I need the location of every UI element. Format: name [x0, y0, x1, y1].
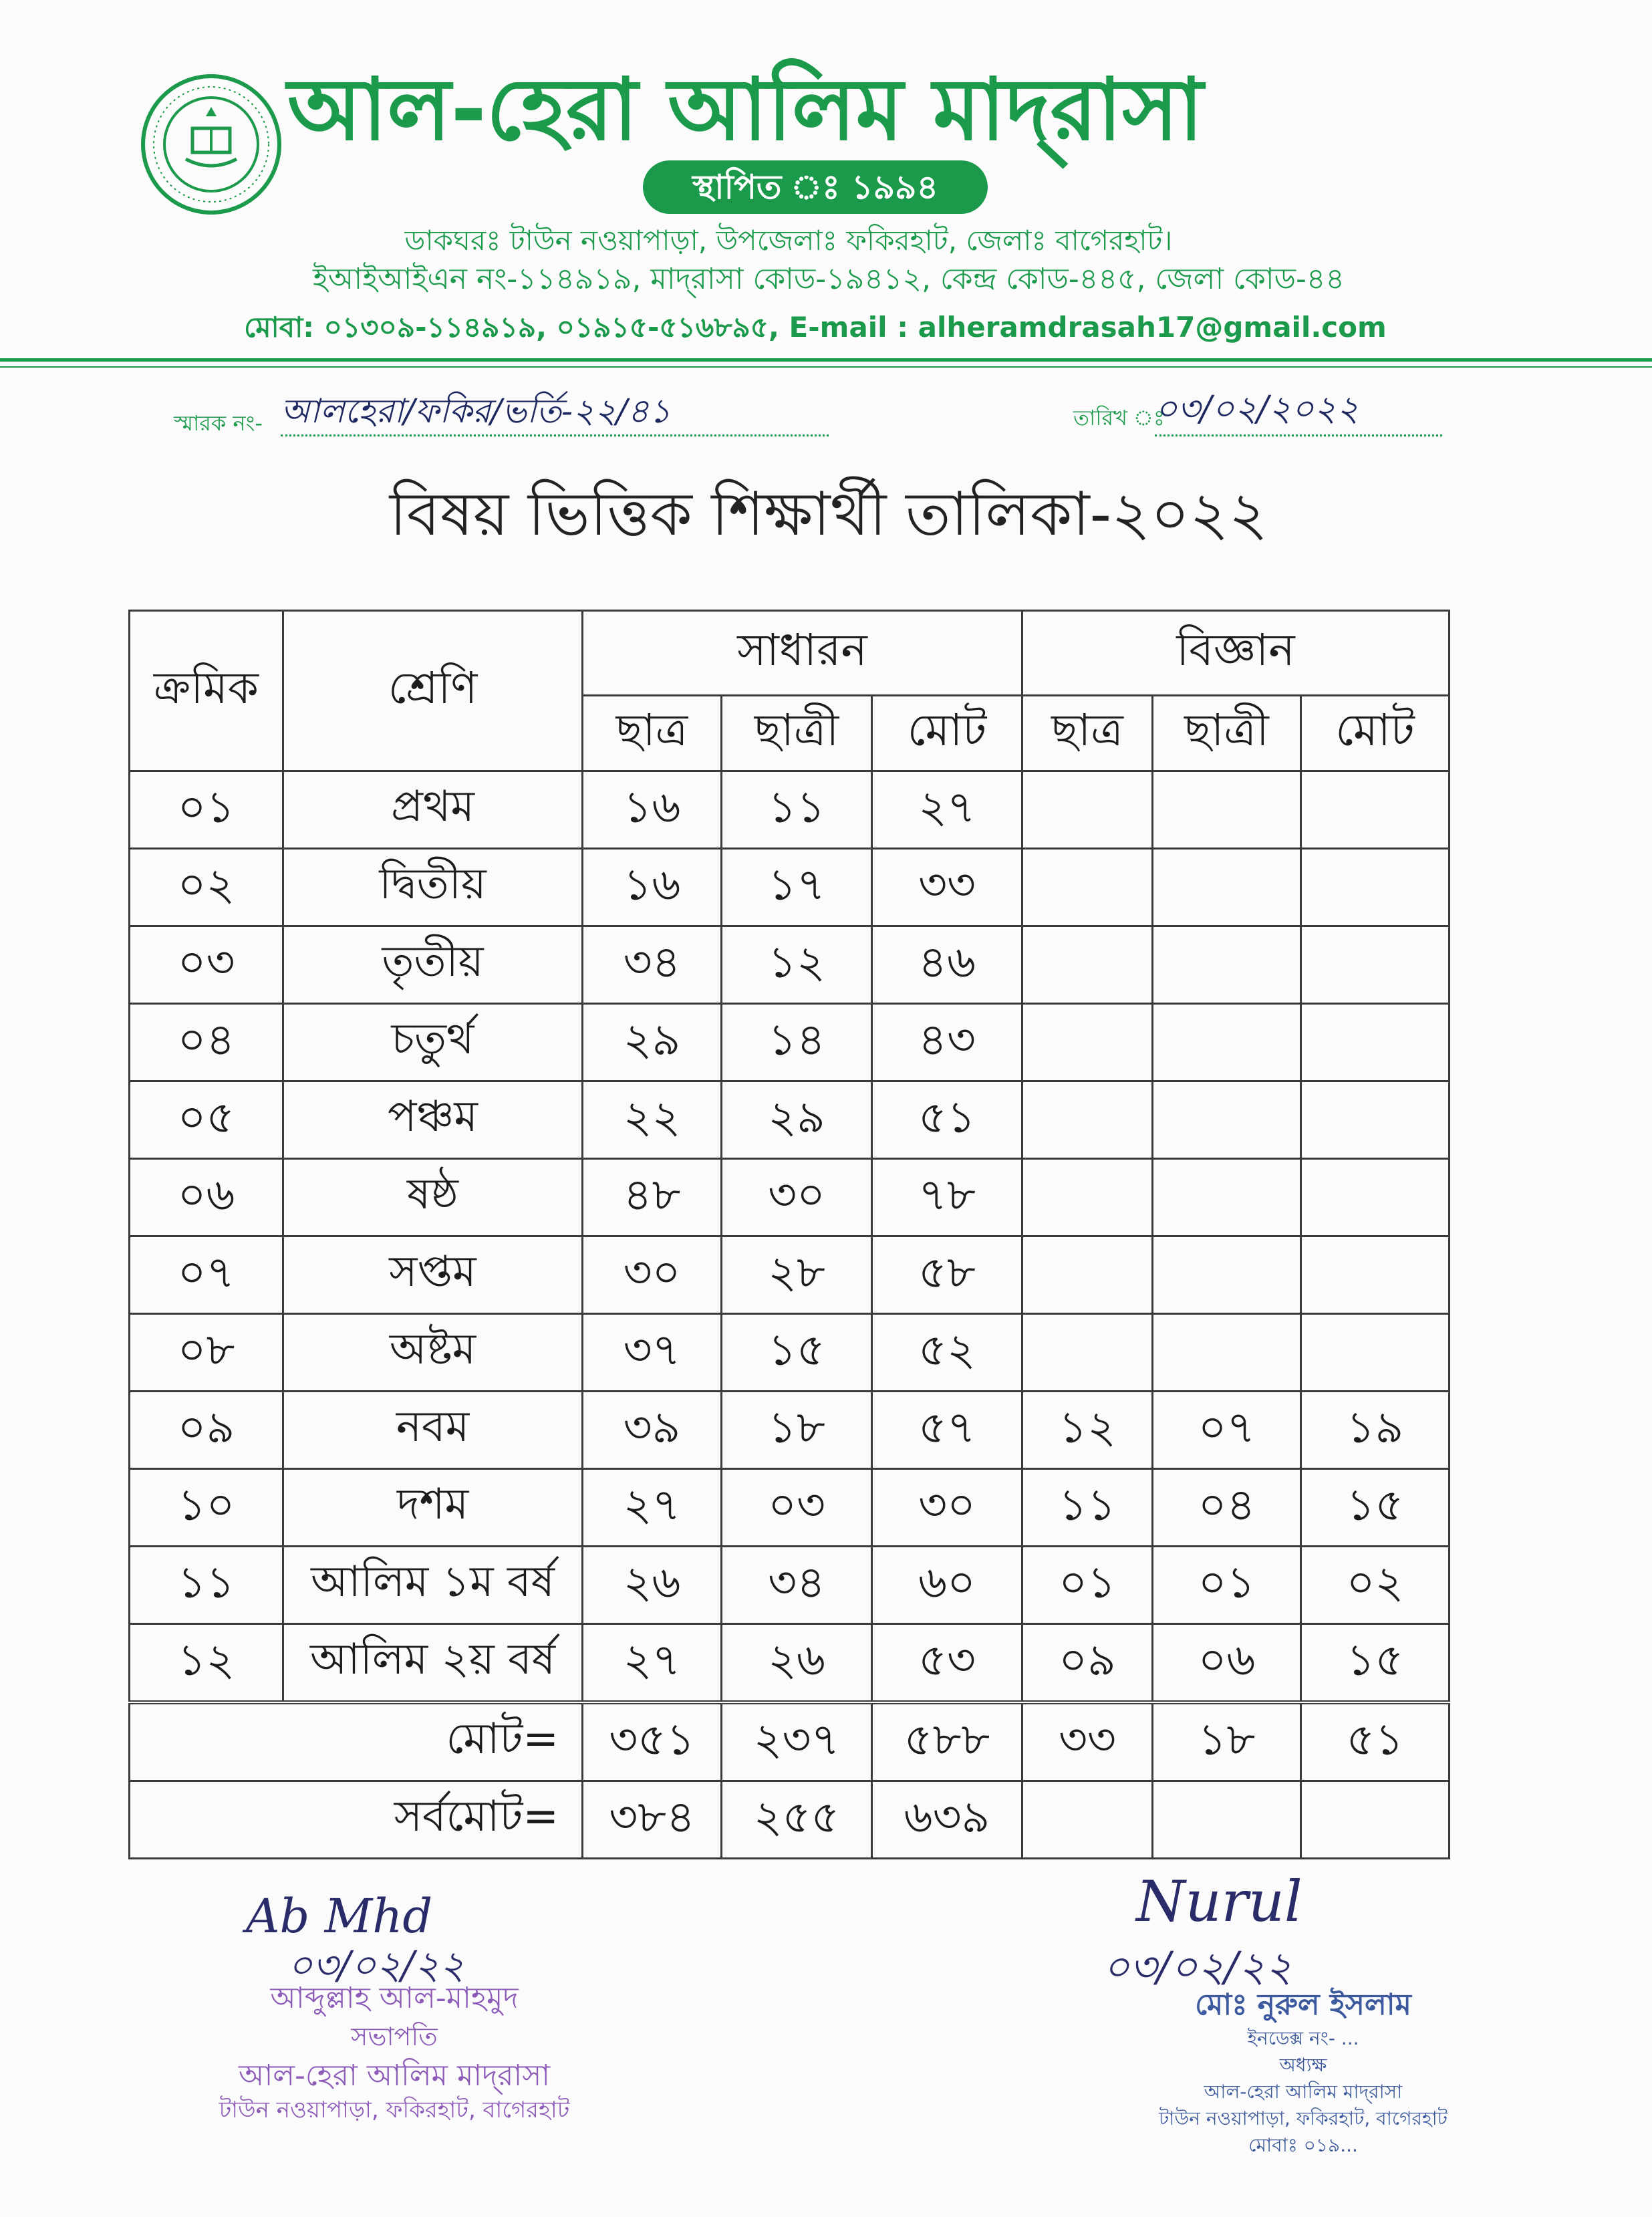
cell-serial: ০১ [130, 771, 283, 849]
cell-science-total: ১৫ [1301, 1469, 1450, 1547]
total-general-boys: ৩৫১ [583, 1702, 722, 1781]
grand-total-label: সর্বমোট= [130, 1781, 583, 1859]
total-science-girls: ১৮ [1153, 1702, 1301, 1781]
cell-science-boys: ১১ [1022, 1469, 1153, 1547]
cell-science-girls [1153, 1236, 1301, 1314]
total-general-girls: ২৩৭ [722, 1702, 872, 1781]
cell-general-girls: ২৯ [722, 1081, 872, 1159]
cell-general-girls: ১১ [722, 771, 872, 849]
cell-class: পঞ্চম [283, 1081, 583, 1159]
cell-general-total: ৫৩ [872, 1624, 1022, 1703]
cell-science-total: ১৯ [1301, 1392, 1450, 1469]
total-science-total: ৫১ [1301, 1702, 1450, 1781]
grand-total-empty [1301, 1781, 1450, 1859]
total-row [130, 1702, 1450, 1781]
table-row [130, 1081, 1450, 1159]
cell-serial: ১১ [130, 1547, 283, 1624]
table-row [130, 1159, 1450, 1236]
table-row [130, 1547, 1450, 1624]
cell-class: প্রথম [283, 771, 583, 849]
cell-serial: ০৪ [130, 1004, 283, 1081]
contact-line: মোবা: ০১৩০৯-১১৪৯১৯, ০১৯১৫-৫১৬৮৯৫, E-mail : alheramdrasah17@gmail.com [244, 311, 1387, 344]
cell-general-total: ৩৩ [872, 849, 1022, 926]
cell-class: ষষ্ঠ [283, 1159, 583, 1236]
cell-science-boys: ১২ [1022, 1392, 1153, 1469]
grand-total-empty [1022, 1781, 1153, 1859]
chairman-address-stamp: টাউন নওয়াপাড়া, ফকিরহাট, বাগেরহাট [219, 2097, 570, 2123]
principal-role-stamp: অধ্যক্ষ [1279, 2054, 1327, 2076]
cell-science-total [1301, 1314, 1450, 1392]
cell-science-total [1301, 1236, 1450, 1314]
cell-serial: ০৯ [130, 1392, 283, 1469]
cell-general-boys: ৩০ [583, 1236, 722, 1314]
grand-total-total: ৬৩৯ [872, 1781, 1022, 1859]
document-title: বিষয় ভিত্তিক শিক্ষার্থী তালিকা-২০২২ [389, 479, 1268, 549]
cell-general-boys: ৩৯ [583, 1392, 722, 1469]
cell-general-total: ৪৩ [872, 1004, 1022, 1081]
cell-general-boys: ৩৭ [583, 1314, 722, 1392]
cell-class: নবম [283, 1392, 583, 1469]
student-count-table [128, 610, 1450, 1859]
cell-general-total: ৫২ [872, 1314, 1022, 1392]
cell-science-girls: ০১ [1153, 1547, 1301, 1624]
principal-index-stamp: ইনডেক্স নং- ... [1247, 2027, 1359, 2049]
cell-class: চতুর্থ [283, 1004, 583, 1081]
established-badge: স্থাপিত ঃ ১৯৯৪ [643, 160, 988, 214]
cell-class: আলিম ১ম বর্ষ [283, 1547, 583, 1624]
principal-name-stamp: মোঃ নুরুল ইসলাম [1195, 1988, 1411, 2022]
cell-science-girls [1153, 1314, 1301, 1392]
cell-class: তৃতীয় [283, 926, 583, 1004]
principal-address-stamp: টাউন নওয়াপাড়া, ফকিরহাট, বাগেরহাট [1159, 2107, 1448, 2129]
grand-total-row [130, 1781, 1450, 1859]
grand-total-girls: ২৫৫ [722, 1781, 872, 1859]
table-row [130, 1392, 1450, 1469]
cell-science-girls [1153, 1004, 1301, 1081]
header-divider-thin [0, 366, 1652, 368]
cell-general-boys: ৪৮ [583, 1159, 722, 1236]
table-row [130, 1004, 1450, 1081]
cell-general-boys: ১৬ [583, 849, 722, 926]
cell-general-girls: ১৭ [722, 849, 872, 926]
table-row [130, 1314, 1450, 1392]
cell-science-girls [1153, 1081, 1301, 1159]
cell-general-total: ৫৭ [872, 1392, 1022, 1469]
cell-science-girls: ০৭ [1153, 1392, 1301, 1469]
table-row [130, 1469, 1450, 1547]
cell-science-boys [1022, 926, 1153, 1004]
principal-phone-stamp: মোবাঃ ০১৯... [1248, 2134, 1358, 2156]
cell-science-girls [1153, 771, 1301, 849]
cell-general-total: ৭৮ [872, 1159, 1022, 1236]
cell-general-girls: ৩৪ [722, 1547, 872, 1624]
cell-general-total: ২৭ [872, 771, 1022, 849]
principal-signature: Nurul [1136, 1869, 1302, 1934]
cell-general-boys: ৩৪ [583, 926, 722, 1004]
header-science-total: মোট [1301, 696, 1450, 771]
cell-general-girls: ৩০ [722, 1159, 872, 1236]
cell-general-total: ৪৬ [872, 926, 1022, 1004]
header-divider [0, 358, 1652, 362]
cell-science-boys [1022, 1314, 1153, 1392]
header-science-boys: ছাত্র [1022, 696, 1153, 771]
codes-line: ইআইআইএন নং-১১৪৯১৯, মাদ্‌রাসা কোড-১৯৪১২, কেন্দ্র কোড-৪৪৫, জেলা কোড-৪৪ [313, 262, 1345, 296]
cell-general-boys: ২৯ [583, 1004, 722, 1081]
cell-general-girls: ১২ [722, 926, 872, 1004]
cell-science-girls [1153, 1159, 1301, 1236]
cell-general-boys: ২২ [583, 1081, 722, 1159]
memo-number-handwritten: আলহেরা/ফকির/ভর্তি-২২/৪১ [281, 388, 829, 436]
cell-science-total [1301, 1081, 1450, 1159]
header-general-girls: ছাত্রী [722, 696, 872, 771]
header-class: শ্রেণি [283, 611, 583, 771]
cell-general-girls: ১৫ [722, 1314, 872, 1392]
cell-general-total: ৫৮ [872, 1236, 1022, 1314]
cell-class: দশম [283, 1469, 583, 1547]
cell-general-boys: ২৬ [583, 1547, 722, 1624]
cell-general-boys: ১৬ [583, 771, 722, 849]
chairman-institution-stamp: আল-হেরা আলিম মাদ্‌রাসা [238, 2059, 551, 2093]
date-handwritten: ০৩/০২/২০২২ [1155, 384, 1442, 436]
chairman-sign-date: ০৩/০২/২২ [287, 1942, 465, 1988]
table-row [130, 849, 1450, 926]
principal-sign-date: ০৩/০২/২২ [1103, 1942, 1292, 1991]
grand-total-boys: ৩৮৪ [583, 1781, 722, 1859]
cell-science-girls: ০৪ [1153, 1469, 1301, 1547]
cell-serial: ১২ [130, 1624, 283, 1703]
header-science: বিজ্ঞান [1022, 611, 1450, 696]
cell-class: অষ্টম [283, 1314, 583, 1392]
cell-science-total: ০২ [1301, 1547, 1450, 1624]
table-row [130, 926, 1450, 1004]
memo-label: স্মারক নং- [174, 410, 263, 436]
cell-general-total: ৩০ [872, 1469, 1022, 1547]
grand-total-empty [1153, 1781, 1301, 1859]
cell-general-boys: ২৭ [583, 1624, 722, 1703]
header-general: সাধারন [583, 611, 1022, 696]
table-row [130, 1624, 1450, 1703]
cell-general-girls: ২৬ [722, 1624, 872, 1703]
header-science-girls: ছাত্রী [1153, 696, 1301, 771]
cell-general-girls: ১৪ [722, 1004, 872, 1081]
cell-science-boys [1022, 1159, 1153, 1236]
cell-serial: ০৭ [130, 1236, 283, 1314]
cell-science-boys [1022, 1081, 1153, 1159]
total-label: মোট= [130, 1702, 583, 1781]
cell-science-girls: ০৬ [1153, 1624, 1301, 1703]
cell-class: আলিম ২য় বর্ষ [283, 1624, 583, 1703]
cell-science-boys: ০৯ [1022, 1624, 1153, 1703]
chairman-signature: Ab Mhd [246, 1889, 433, 1944]
date-label: তারিখ ঃ [1073, 405, 1165, 430]
cell-general-girls: ২৮ [722, 1236, 872, 1314]
cell-serial: ০৬ [130, 1159, 283, 1236]
cell-serial: ০২ [130, 849, 283, 926]
cell-science-boys [1022, 1004, 1153, 1081]
table-row [130, 1236, 1450, 1314]
chairman-role-stamp: সভাপতি [351, 2022, 438, 2051]
madrasa-seal-logo [139, 72, 283, 217]
cell-science-boys: ০১ [1022, 1547, 1153, 1624]
principal-institution-stamp: আল-হেরা আলিম মাদ্‌রাসা [1204, 2081, 1403, 2103]
cell-science-total [1301, 1004, 1450, 1081]
address-line: ডাকঘরঃ টাউন নওয়াপাড়া, উপজেলাঃ ফকিরহাট, জেলাঃ বাগেরহাট। [404, 224, 1173, 257]
cell-science-boys [1022, 1236, 1153, 1314]
madrasa-title: আল-হেরা আলিম মাদ্‌রাসা [287, 60, 1204, 160]
cell-science-total [1301, 1159, 1450, 1236]
cell-science-total: ১৫ [1301, 1624, 1450, 1703]
cell-science-girls [1153, 849, 1301, 926]
cell-general-girls: ১৮ [722, 1392, 872, 1469]
total-general-total: ৫৮৮ [872, 1702, 1022, 1781]
cell-class: দ্বিতীয় [283, 849, 583, 926]
cell-general-total: ৬০ [872, 1547, 1022, 1624]
header-general-total: মোট [872, 696, 1022, 771]
cell-science-boys [1022, 771, 1153, 849]
cell-serial: ০৫ [130, 1081, 283, 1159]
total-science-boys: ৩৩ [1022, 1702, 1153, 1781]
cell-science-girls [1153, 926, 1301, 1004]
header-general-boys: ছাত্র [583, 696, 722, 771]
cell-science-total [1301, 771, 1450, 849]
cell-general-girls: ০৩ [722, 1469, 872, 1547]
cell-serial: ১০ [130, 1469, 283, 1547]
cell-science-total [1301, 926, 1450, 1004]
cell-class: সপ্তম [283, 1236, 583, 1314]
cell-general-boys: ২৭ [583, 1469, 722, 1547]
cell-science-total [1301, 849, 1450, 926]
cell-serial: ০৮ [130, 1314, 283, 1392]
header-serial: ক্রমিক [130, 611, 283, 771]
cell-general-total: ৫১ [872, 1081, 1022, 1159]
chairman-name-stamp: আব্দুল্লাহ আল-মাহমুদ [270, 1981, 519, 2015]
student-table [128, 610, 1448, 1859]
cell-science-boys [1022, 849, 1153, 926]
cell-serial: ০৩ [130, 926, 283, 1004]
table-row [130, 771, 1450, 849]
